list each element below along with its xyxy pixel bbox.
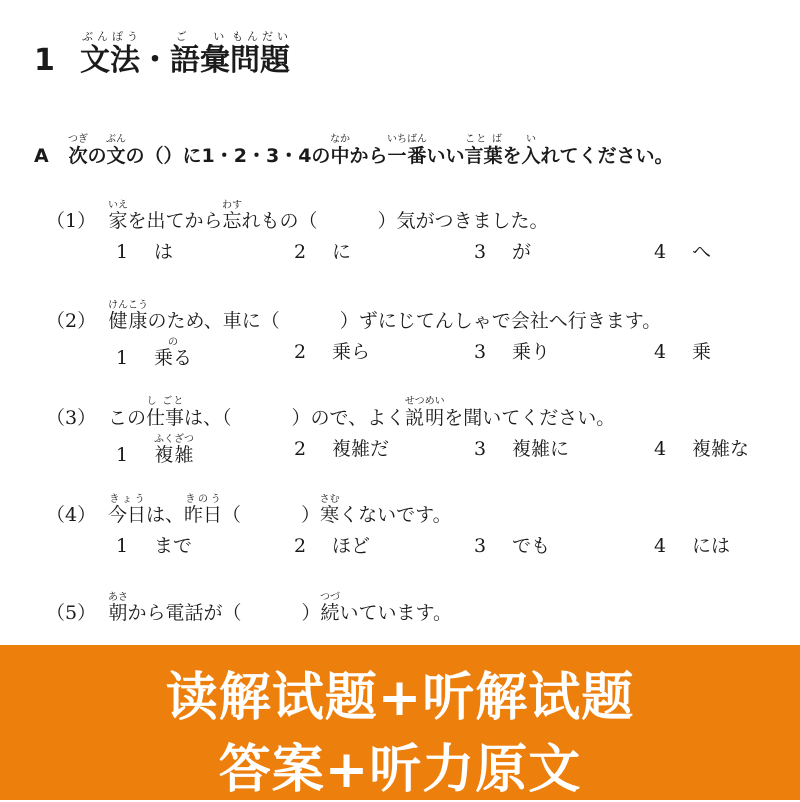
choice-2: 2 複雑だ	[294, 438, 390, 460]
choices	[46, 434, 786, 464]
question-text-after: ）寒さむくないです。	[301, 494, 452, 526]
question-text-before: 朝あさから電話が（	[108, 592, 242, 624]
question-number: （3）	[46, 407, 97, 429]
instruction-text: 次つぎの文ぶんの（）に1・2・3・4の中なかから一番いちばんいい言葉こと ばを入いれてください。	[68, 134, 674, 167]
choice-1: 1 まで	[116, 535, 193, 557]
choices	[46, 531, 786, 561]
choice-4: 4 には	[654, 535, 731, 557]
section-title-text: 文法ぶんぽう・語彙ご い問題もんだい	[80, 30, 290, 78]
choice-2: 2 ほど	[294, 535, 371, 557]
question-text-before: 今日きょうは、昨日きのう（	[108, 494, 242, 526]
question-text-after: ）気がつきました。	[377, 210, 549, 232]
question-5	[46, 592, 786, 625]
banner-line-2: 答案+听力原文	[218, 740, 582, 800]
question-3	[46, 396, 786, 464]
choice-4: 4 複雑な	[654, 438, 750, 460]
question-text-after: ）ずにじてんしゃで会社へ行きます。	[339, 310, 662, 332]
question-text-before: 家いえを出てから忘わすれもの（	[108, 200, 318, 232]
section-title	[34, 30, 290, 79]
choice-3: 3 乗り	[474, 341, 551, 363]
question-text-before: 健康けんこうのため、車に（	[108, 300, 280, 332]
choice-2: 2 に	[294, 241, 352, 263]
choice-3: 3 でも	[474, 535, 551, 557]
question-number: （1）	[46, 210, 97, 232]
choice-1: 1 複雑ふくざつ	[116, 434, 194, 466]
question-number: （2）	[46, 310, 97, 332]
instruction	[34, 134, 674, 168]
choice-4: 4 乗	[654, 341, 712, 363]
choice-3: 3 複雑に	[474, 438, 570, 460]
question-2	[46, 300, 786, 367]
instruction-letter: A	[34, 145, 49, 167]
question-text-before: この仕事し ごとは、（	[108, 396, 232, 429]
question-1	[46, 200, 786, 267]
promo-banner	[0, 645, 800, 800]
choice-3: 3 が	[474, 241, 532, 263]
choice-4: 4 へ	[654, 241, 712, 263]
question-4	[46, 494, 786, 561]
choice-1: 1 乗るの	[116, 337, 193, 369]
banner-line-1: 读解试题+听解试题	[165, 668, 635, 728]
question-number: （4）	[46, 504, 97, 526]
choice-2: 2 乗ら	[294, 341, 371, 363]
choices	[46, 337, 786, 367]
question-text-after: ）ので、よく説明せつめいを聞いてください。	[291, 396, 616, 429]
choices	[46, 237, 786, 267]
question-number: （5）	[46, 602, 97, 624]
choice-1: 1 は	[116, 241, 174, 263]
question-text-after: ）続つづいています。	[301, 592, 453, 624]
section-number: 1	[34, 43, 55, 78]
